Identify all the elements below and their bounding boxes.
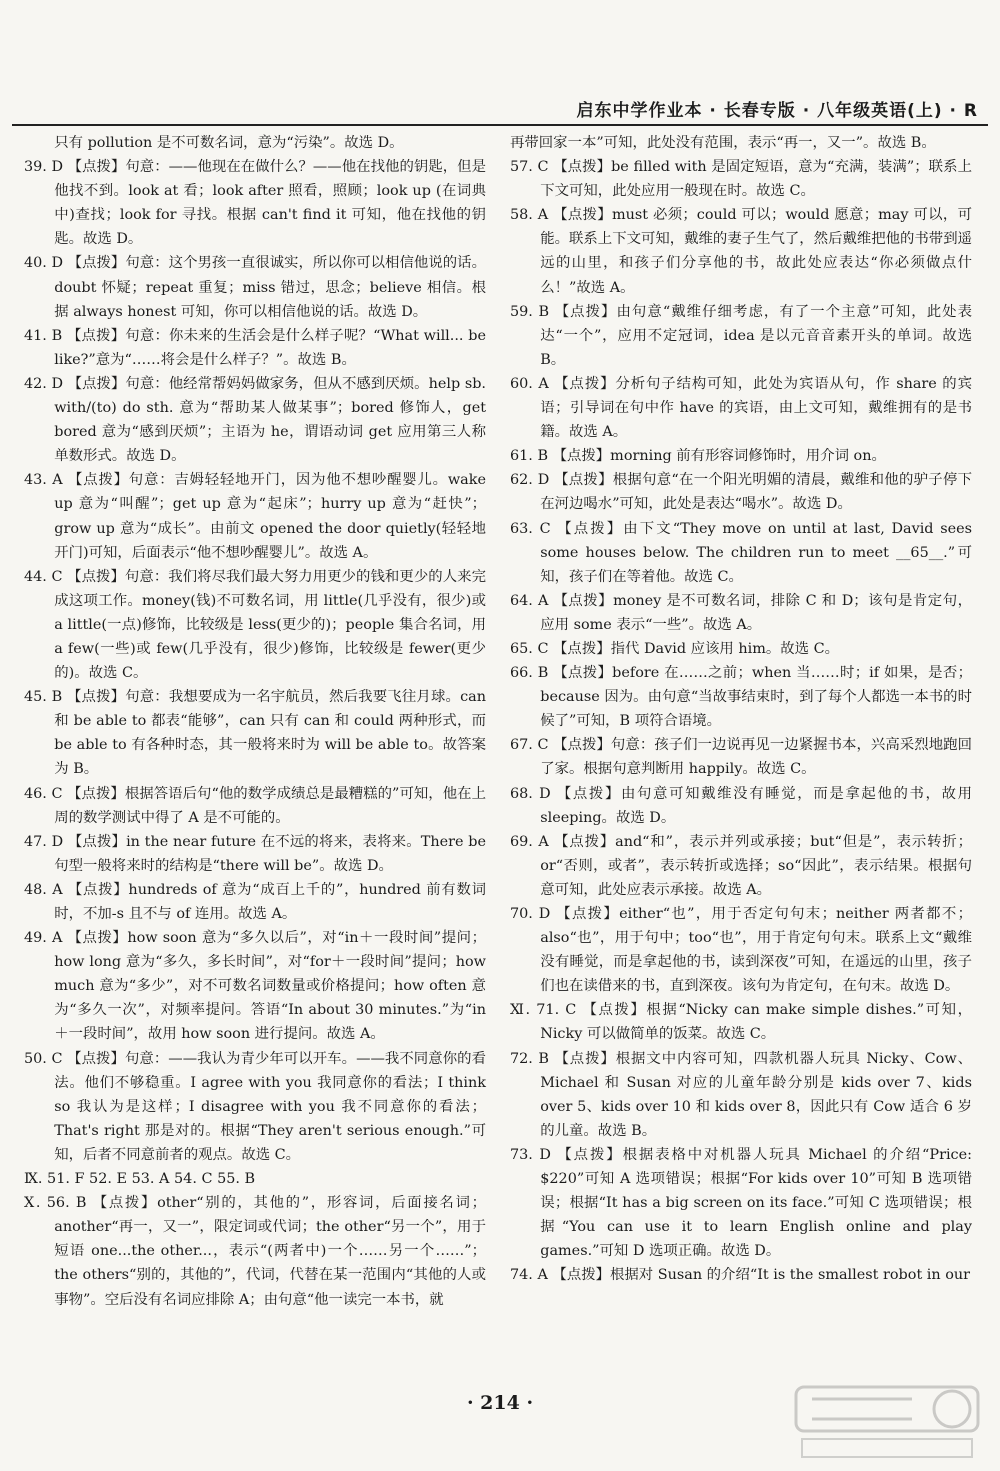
answer-69: 69. A 【点拨】and“和”，表示并列或承接；but“但是”，表示转折；or“否则，或者”，表示转折或选择；so“因此”，表示结果。根据句意可知，此处应表示承接。故选 A。 [510,833,972,898]
right-column [510,131,972,1288]
answer-66: 66. B 【点拨】before 在……之前；when 当……时；if 如果，是否；because 因为。由句意“当故事结束时，到了每个人都选一本书的时候了”可知，B 项符合语境。 [510,665,972,730]
answer-72: 72. B 【点拨】根据文中内容可知，四款机器人玩具 Nicky、Cow、Michael 和 Susan 对应的儿童年龄分别是 kids over 7、kids over 5、kids over 10 和 kids over 8，因此只有 Cow 适合 6 岁的儿童。故选 B。 [510,1050,972,1139]
answer-57: 57. C 【点拨】be filled with 是固定短语，意为“充满，装满”；联系上下文可知，此处应用一般现在时。故选 C。 [510,159,972,200]
answer-48: 48. A 【点拨】hundreds of 意为“成百上千的”，hundred 前有数词时，不加-s 且不与 of 连用。故选 A。 [24,881,486,922]
answer-39: 39. D 【点拨】句意：——他现在在做什么？——他在找他的钥匙，但是他找不到。look at 看；look after 照看，照顾；look up (在词典中)查找；look for 寻找。根据 can't find it 可知，他在找他的钥匙。故选 D。 [24,159,486,248]
answer-70: 70. D 【点拨】either“也”，用于否定句句末；neither 两者都不；also“也”，用于句中；too“也”，用于肯定句句末。联系上文“戴维没有睡觉，而是拿起他的书，读到深夜”可知，在遥远的山里，孩子们也在读借来的书，直到深夜。该句为肯定句，在句末。故选 D。 [510,906,972,995]
answer-56: Ⅹ. 56. B 【点拨】other“别的，其他的”，形容词，后面接名词；another“再一，又一”，限定词或代词；the other“另一个”，用于短语 one...the other...，表示“(两者中)一个……另一个……”；the others“别的，其他的”，代词，代替在某一范围内“其他的人或事物”。空后没有名词应排除 A；由句意“他一读完一本书，就 [24,1195,486,1308]
page-header [12,0,988,126]
answer-73: 73. D 【点拨】根据表格中对机器人玩具 Michael 的介绍“Price: $220”可知 A 选项错误；根据“For kids over 10”可知 B 选项错误；根据“It has a big screen on its face.”可知 C 选项错误；根据“You can use it to learn English online and play games.”可知 D 选项正确。故选 D。 [510,1146,972,1260]
header-title: 启东中学作业本 · 长春专版 · 八年级英语(上) · R [576,101,978,121]
answer-68: 68. D 【点拨】由句意可知戴维没有睡觉，而是拿起他的书，故用 sleeping。故选 D。 [510,785,972,826]
answer-62: 62. D 【点拨】根据句意“在一个阳光明媚的清晨，戴维和他的驴子停下在河边喝水”可知，此处是表达“喝水”。故选 D。 [510,472,972,513]
answer-74: 74. A 【点拨】根据对 Susan 的介绍“It is the smallest robot in our [510,1267,971,1284]
answer-59: 59. B 【点拨】由句意“戴维仔细考虑，有了一个主意”可知，此处表达“一个”，应用不定冠词，idea 是以元音音素开头的单词。故选 B。 [510,303,972,368]
answer-42: 42. D 【点拨】句意：他经常帮妈妈做家务，但从不感到厌烦。help sb. with/(to) do sth. 意为“帮助某人做某事”；bored 修饰人，get bored 意为“感到厌烦”；主语为 he，谓语动词 get 应用第三人称单数形式。故选 D。 [24,375,486,465]
answer-71: Ⅺ. 71. C 【点拨】根据“Nicky can make simple dishes.”可知，Nicky 可以做简单的饭菜。故选 C。 [510,1002,972,1043]
left-column [24,131,486,1312]
answer-67: 67. C 【点拨】句意：孩子们一边说再见一边紧握书本，兴高采烈地跑回了家。根据句意判断用 happily。故选 C。 [510,737,972,778]
page-number: · 214 · [466,1392,534,1414]
answer-45: 45. B 【点拨】句意：我想要成为一名宇航员，然后我要飞往月球。can 和 be able to 都表“能够”，can 只有 can 和 could 两种形式，而 be able to 有各种时态，其一般将来时为 will be able to。故答案为 B。 [24,689,486,778]
answer-58: 58. A 【点拨】must 必须；could 可以；would 愿意；may 可以，可能。联系上下文可知，戴维的妻子生气了，然后戴维把他的书带到遥远的山里，和孩子们分享他的书，故此处应表达“你必须做点什么！”故选 A。 [510,207,972,296]
answer-47: 47. D 【点拨】in the near future 在不远的将来，表将来。There be 句型一般将来时的结构是“there will be”。故选 D。 [24,833,486,874]
answer-61: 61. B 【点拨】morning 前有形容词修饰时，用介词 on。 [510,448,886,465]
answer-paragraph: 再带回家一本”可知，此处没有范围，表示“再一，又一”。故选 B。 [510,135,936,151]
watermark-logo [792,1383,982,1463]
section-ix-answers: Ⅸ. 51. F 52. E 53. A 54. C 55. B [24,1171,256,1188]
answer-40: 40. D 【点拨】句意：这个男孩一直很诚实，所以你可以相信他说的话。doubt 怀疑；repeat 重复；miss 错过，思念；believe 相信。根据 always honest 可知，你可以相信他说的话。故选 D。 [24,255,486,320]
answer-49: 49. A 【点拨】how soon 意为“多久以后”，对“in＋一段时间”提问；how long 意为“多久，多长时间”，对“for＋一段时间”提问；how much 意为“多少”，对不可数名词数量或价格提问；how often 意为“多久一次”，对频率提问。答语“In about 30 minutes.”为“in＋一段时间”，故用 how soon 进行提问。故选 A。 [24,930,486,1043]
answer-46: 46. C 【点拨】根据答语后句“他的数学成绩总是最糟糕的”可知，他在上周的数学测试中得了 A 是不可能的。 [24,785,486,826]
answer-43: 43. A 【点拨】句意：吉姆轻轻地开门，因为他不想吵醒婴儿。wake up 意为“叫醒”；get up 意为“起床”；hurry up 意为“赶快”；grow up 意为“成长”。由前文 opened the door quietly(轻轻地开门)可知，后面表示“他不想吵醒婴儿”。故选 A。 [24,472,486,561]
answer-paragraph: 只有 pollution 是不可数名词，意为“污染”。故选 D。 [54,135,404,151]
answer-50: 50. C 【点拨】句意：——我认为青少年可以开车。——我不同意你的看法。他们不够稳重。I agree with you 我同意你的看法；I think so 我认为是这样；I disagree with you 我不同意你的看法；That's right 那是对的。根据“They aren't serious enough.”可知，后者不同意前者的观点。故选 C。 [24,1050,486,1163]
answer-63: 63. C 【点拨】由下文“They move on until at last, David sees some houses below. The children run to meet __65__.”可知，孩子们在等着他。故选 C。 [510,520,972,585]
answer-64: 64. A 【点拨】money 是不可数名词，排除 C 和 D；该句是肯定句，应用 some 表示“一些”。故选 A。 [510,592,972,633]
answer-44: 44. C 【点拨】句意：我们将尽我们最大努力用更少的钱和更少的人来完成这项工作。money(钱)不可数名词，用 little(几乎没有，很少)或 a little(一点)修饰，比较级是 less(更少的)；people 集合名词，用 a few(一些)或 few(几乎没有，很少)修饰，比较级是 fewer(更少的)。故选 C。 [24,568,486,682]
answer-65: 65. C 【点拨】指代 David 应该用 him。故选 C。 [510,640,840,657]
answer-60: 60. A 【点拨】分析句子结构可知，此处为宾语从句，作 share 的宾语；引导词在句中作 have 的宾语，由上文可知，戴维拥有的是书籍。故选 A。 [510,375,972,441]
answer-41: 41. B 【点拨】句意：你未来的生活会是什么样子呢？“What will... be like?”意为“……将会是什么样子？”。故选 B。 [24,327,486,368]
